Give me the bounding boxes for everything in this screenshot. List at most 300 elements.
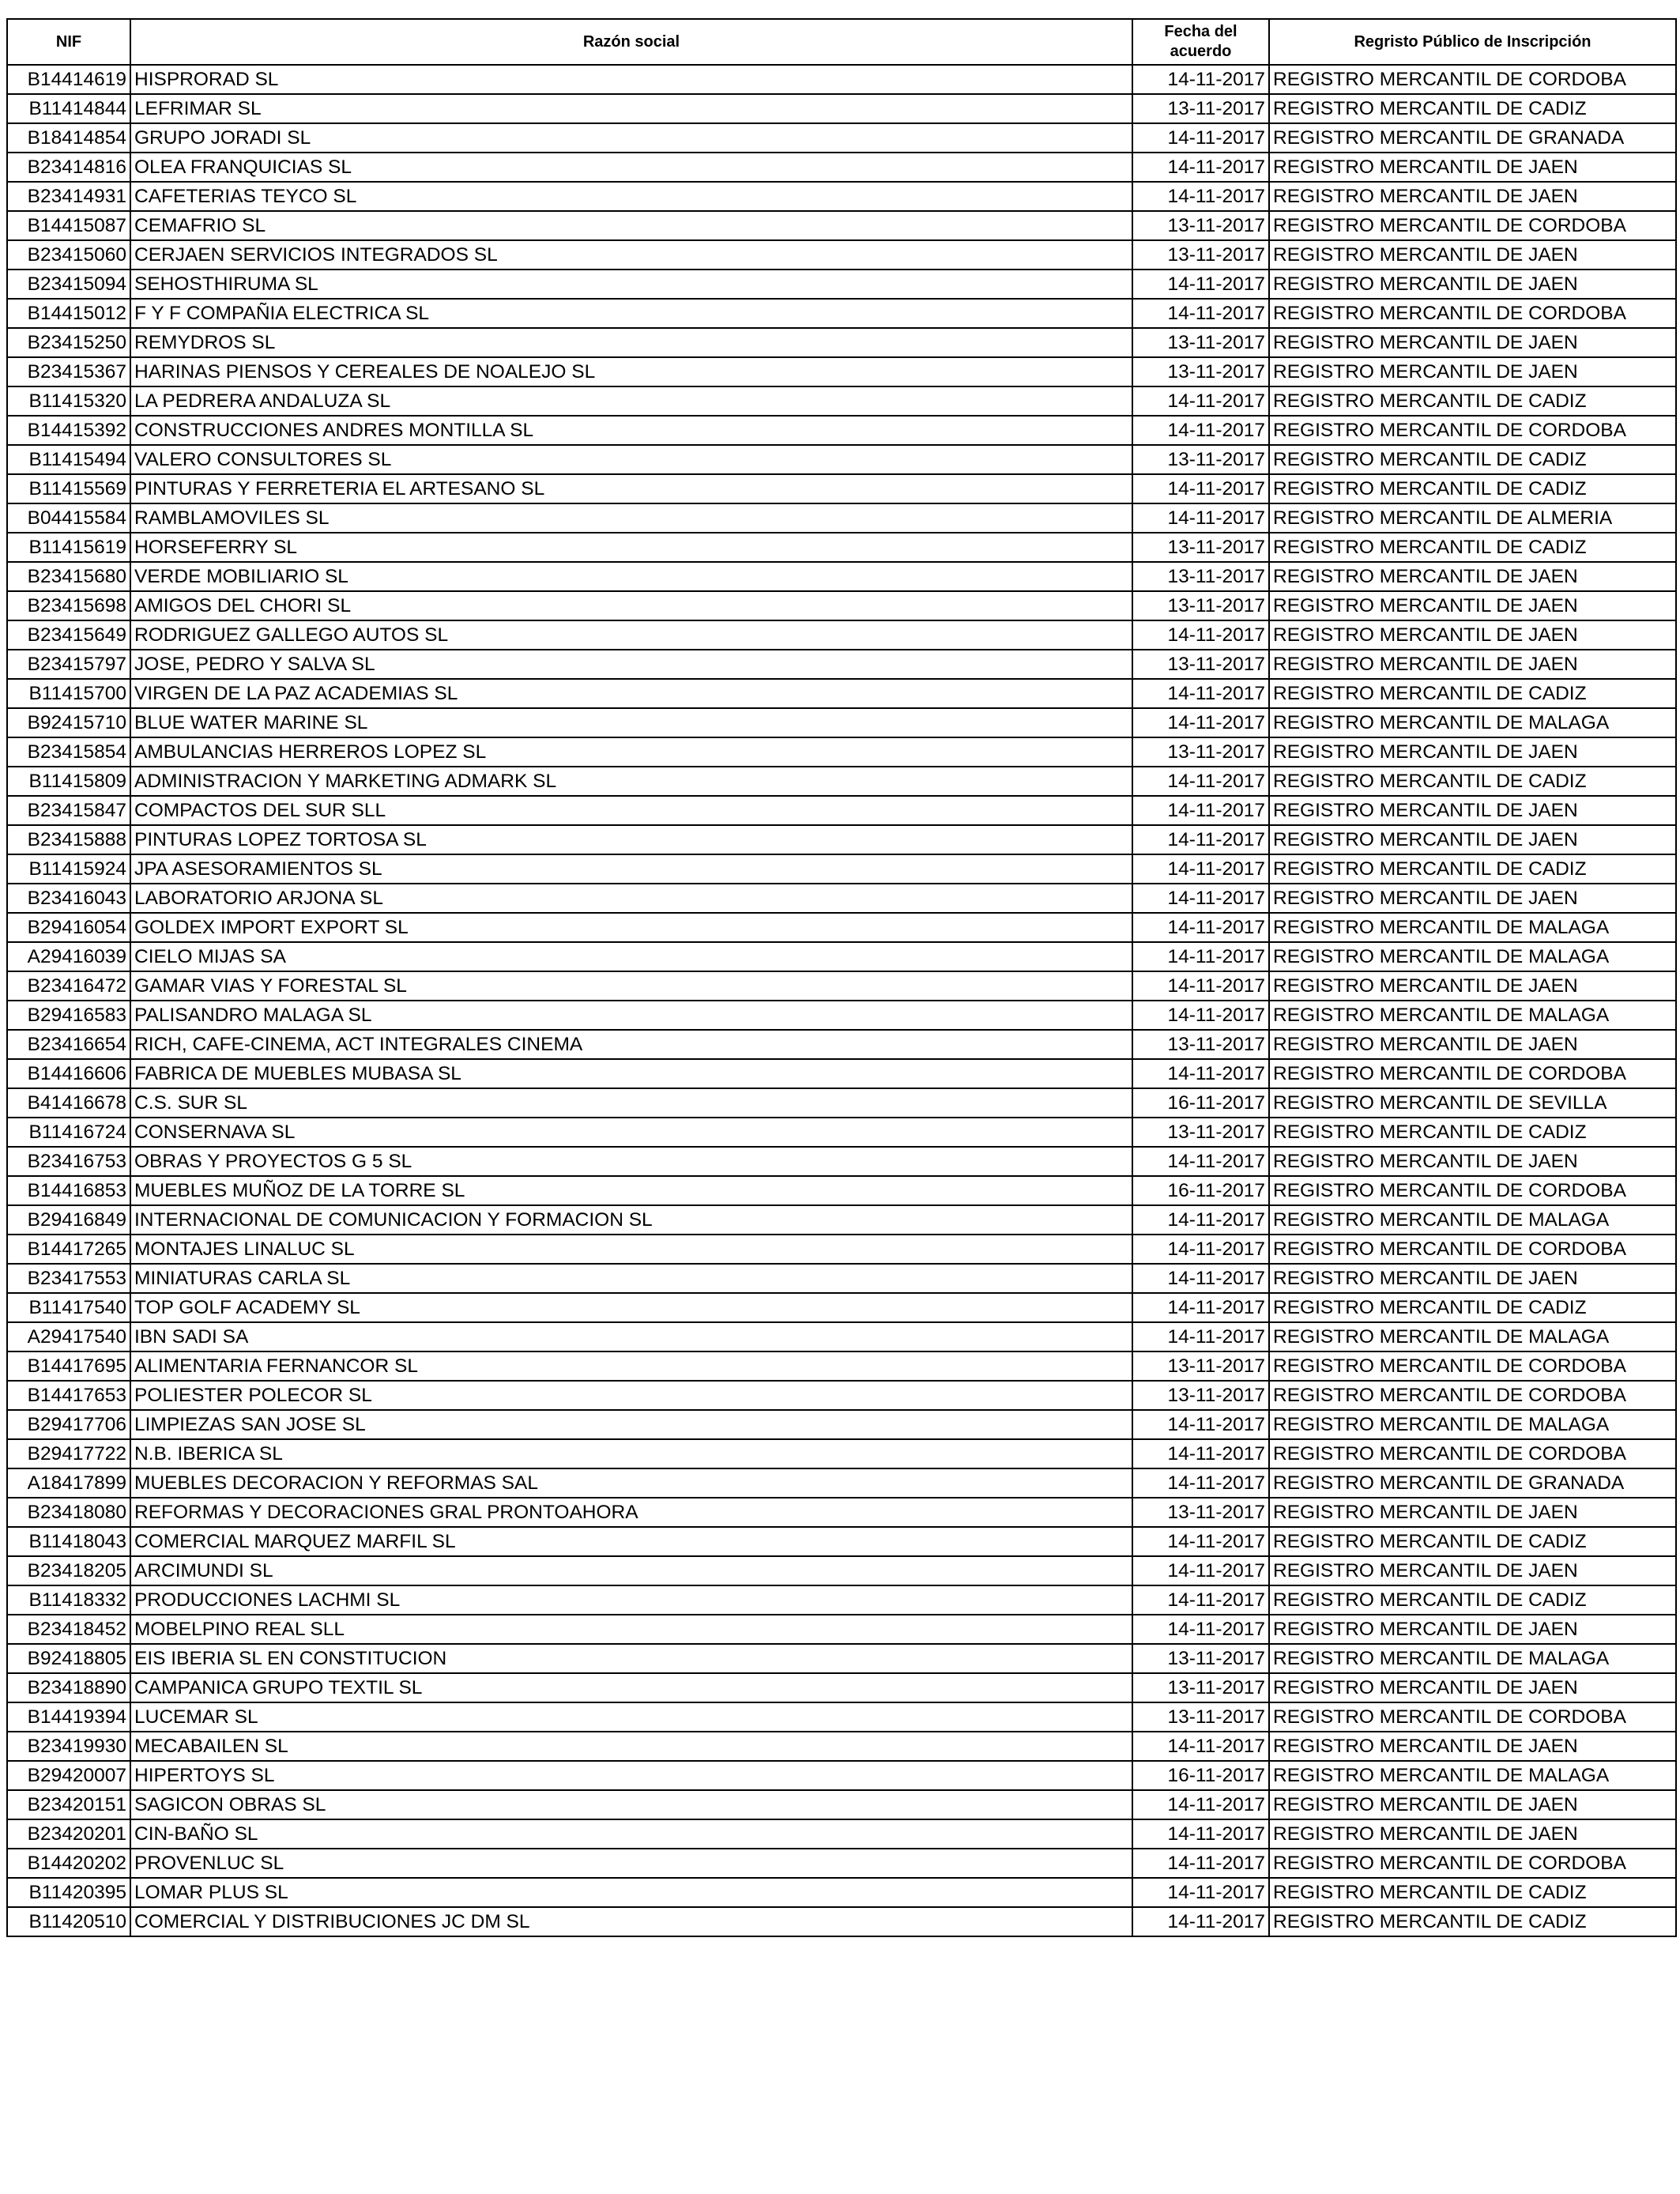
- table-row: [7, 94, 1676, 123]
- agreement-date-cell: 14-11-2017: [1132, 1147, 1269, 1176]
- agreement-date-cell: 13-11-2017: [1132, 591, 1269, 620]
- company-name-cell: HISPRORAD SL: [130, 65, 1132, 94]
- registry-cell: REGISTRO MERCANTIL DE JAEN: [1269, 1615, 1676, 1644]
- nif-cell: B14415087: [7, 211, 130, 240]
- company-name-cell: VALERO CONSULTORES SL: [130, 445, 1132, 474]
- agreement-date-cell: 14-11-2017: [1132, 942, 1269, 971]
- company-name-cell: COMERCIAL MARQUEZ MARFIL SL: [130, 1527, 1132, 1556]
- table-row: [7, 1001, 1676, 1030]
- company-name-cell: C.S. SUR SL: [130, 1088, 1132, 1118]
- nif-cell: B23415094: [7, 270, 130, 299]
- nif-cell: B23415854: [7, 737, 130, 767]
- agreement-date-cell: 14-11-2017: [1132, 971, 1269, 1001]
- nif-cell: B29417722: [7, 1439, 130, 1468]
- table-row: [7, 737, 1676, 767]
- registry-cell: REGISTRO MERCANTIL DE CADIZ: [1269, 767, 1676, 796]
- nif-cell: B11417540: [7, 1293, 130, 1322]
- nif-cell: B23418205: [7, 1556, 130, 1585]
- agreement-date-cell: 14-11-2017: [1132, 1205, 1269, 1235]
- table-header: [7, 19, 1676, 65]
- registry-cell: REGISTRO MERCANTIL DE JAEN: [1269, 1264, 1676, 1293]
- registry-cell: REGISTRO MERCANTIL DE CADIZ: [1269, 533, 1676, 562]
- nif-cell: B11415569: [7, 474, 130, 503]
- agreement-date-cell: 13-11-2017: [1132, 737, 1269, 767]
- company-name-cell: REFORMAS Y DECORACIONES GRAL PRONTOAHORA: [130, 1498, 1132, 1527]
- table-row: [7, 182, 1676, 211]
- table-row: [7, 1381, 1676, 1410]
- table-row: [7, 825, 1676, 854]
- agreement-date-cell: 14-11-2017: [1132, 416, 1269, 445]
- registry-cell: REGISTRO MERCANTIL DE JAEN: [1269, 182, 1676, 211]
- agreement-date-cell: 14-11-2017: [1132, 1468, 1269, 1498]
- nif-cell: B23416043: [7, 884, 130, 913]
- company-name-cell: REMYDROS SL: [130, 328, 1132, 357]
- nif-cell: B18414854: [7, 123, 130, 153]
- registry-cell: REGISTRO MERCANTIL DE CADIZ: [1269, 445, 1676, 474]
- table-row: [7, 1527, 1676, 1556]
- nif-cell: B23418890: [7, 1673, 130, 1702]
- agreement-date-cell: 14-11-2017: [1132, 1410, 1269, 1439]
- registry-cell: REGISTRO MERCANTIL DE CORDOBA: [1269, 1439, 1676, 1468]
- nif-cell: B14414619: [7, 65, 130, 94]
- table-row: [7, 211, 1676, 240]
- nif-cell: B23418080: [7, 1498, 130, 1527]
- registry-cell: REGISTRO MERCANTIL DE CADIZ: [1269, 1293, 1676, 1322]
- agreement-date-cell: 13-11-2017: [1132, 445, 1269, 474]
- agreement-date-cell: 14-11-2017: [1132, 386, 1269, 416]
- agreement-date-cell: 14-11-2017: [1132, 1322, 1269, 1351]
- table-row: [7, 503, 1676, 533]
- nif-cell: B23415649: [7, 620, 130, 650]
- agreement-date-cell: 14-11-2017: [1132, 679, 1269, 708]
- agreement-date-cell: 13-11-2017: [1132, 1351, 1269, 1381]
- nif-cell: B04415584: [7, 503, 130, 533]
- company-name-cell: LOMAR PLUS SL: [130, 1878, 1132, 1907]
- company-name-cell: LIMPIEZAS SAN JOSE SL: [130, 1410, 1132, 1439]
- table-row: [7, 971, 1676, 1001]
- agreement-date-cell: 13-11-2017: [1132, 1030, 1269, 1059]
- nif-cell: B11420510: [7, 1907, 130, 1936]
- company-name-cell: POLIESTER POLECOR SL: [130, 1381, 1132, 1410]
- nif-cell: B23414816: [7, 153, 130, 182]
- agreement-date-cell: 13-11-2017: [1132, 1118, 1269, 1147]
- registry-cell: REGISTRO MERCANTIL DE JAEN: [1269, 1147, 1676, 1176]
- table-row: [7, 270, 1676, 299]
- table-row: [7, 854, 1676, 884]
- agreement-date-cell: 14-11-2017: [1132, 1732, 1269, 1761]
- table-row: [7, 591, 1676, 620]
- nif-cell: B11418043: [7, 1527, 130, 1556]
- agreement-date-cell: 13-11-2017: [1132, 240, 1269, 270]
- company-name-cell: RODRIGUEZ GALLEGO AUTOS SL: [130, 620, 1132, 650]
- company-name-cell: ALIMENTARIA FERNANCOR SL: [130, 1351, 1132, 1381]
- agreement-date-cell: 14-11-2017: [1132, 474, 1269, 503]
- registry-cell: REGISTRO MERCANTIL DE CORDOBA: [1269, 1351, 1676, 1381]
- registry-cell: REGISTRO MERCANTIL DE JAEN: [1269, 240, 1676, 270]
- nif-cell: B14417695: [7, 1351, 130, 1381]
- agreement-date-cell: 14-11-2017: [1132, 1615, 1269, 1644]
- registry-cell: REGISTRO MERCANTIL DE CADIZ: [1269, 854, 1676, 884]
- nif-cell: B23420201: [7, 1819, 130, 1849]
- agreement-date-cell: 14-11-2017: [1132, 708, 1269, 737]
- agreement-date-cell: 16-11-2017: [1132, 1176, 1269, 1205]
- company-name-cell: MUEBLES DECORACION Y REFORMAS SAL: [130, 1468, 1132, 1498]
- company-name-cell: OBRAS Y PROYECTOS G 5 SL: [130, 1147, 1132, 1176]
- company-name-cell: CAFETERIAS TEYCO SL: [130, 182, 1132, 211]
- nif-cell: B11415494: [7, 445, 130, 474]
- registry-cell: REGISTRO MERCANTIL DE CORDOBA: [1269, 1176, 1676, 1205]
- registry-cell: REGISTRO MERCANTIL DE JAEN: [1269, 737, 1676, 767]
- company-name-cell: PRODUCCIONES LACHMI SL: [130, 1585, 1132, 1615]
- registry-cell: REGISTRO MERCANTIL DE JAEN: [1269, 153, 1676, 182]
- company-name-cell: CEMAFRIO SL: [130, 211, 1132, 240]
- company-name-cell: COMERCIAL Y DISTRIBUCIONES JC DM SL: [130, 1907, 1132, 1936]
- company-name-cell: GAMAR VIAS Y FORESTAL SL: [130, 971, 1132, 1001]
- registry-cell: REGISTRO MERCANTIL DE MALAGA: [1269, 942, 1676, 971]
- registry-cell: REGISTRO MERCANTIL DE CORDOBA: [1269, 416, 1676, 445]
- nif-cell: B23416472: [7, 971, 130, 1001]
- table-row: [7, 1205, 1676, 1235]
- registry-sheet: [6, 18, 1675, 1937]
- table-row: [7, 474, 1676, 503]
- company-name-cell: PROVENLUC SL: [130, 1849, 1132, 1878]
- company-name-cell: RICH, CAFE-CINEMA, ACT INTEGRALES CINEMA: [130, 1030, 1132, 1059]
- table-row: [7, 1059, 1676, 1088]
- table-row: [7, 884, 1676, 913]
- company-name-cell: CIELO MIJAS SA: [130, 942, 1132, 971]
- table-row: [7, 1410, 1676, 1439]
- company-name-cell: MINIATURAS CARLA SL: [130, 1264, 1132, 1293]
- table-row: [7, 445, 1676, 474]
- table-row: [7, 123, 1676, 153]
- registry-cell: REGISTRO MERCANTIL DE CADIZ: [1269, 1527, 1676, 1556]
- company-name-cell: SEHOSTHIRUMA SL: [130, 270, 1132, 299]
- agreement-date-cell: 14-11-2017: [1132, 620, 1269, 650]
- agreement-date-cell: 14-11-2017: [1132, 1878, 1269, 1907]
- company-name-cell: F Y F COMPAÑIA ELECTRICA SL: [130, 299, 1132, 328]
- company-name-cell: CONSERNAVA SL: [130, 1118, 1132, 1147]
- nif-cell: B14419394: [7, 1702, 130, 1732]
- nif-cell: A29417540: [7, 1322, 130, 1351]
- nif-cell: B11415809: [7, 767, 130, 796]
- nif-cell: A18417899: [7, 1468, 130, 1498]
- company-name-cell: AMIGOS DEL CHORI SL: [130, 591, 1132, 620]
- companies-table: [6, 18, 1677, 1937]
- nif-cell: B23414931: [7, 182, 130, 211]
- table-row: [7, 1615, 1676, 1644]
- table-row: [7, 942, 1676, 971]
- agreement-date-cell: 16-11-2017: [1132, 1088, 1269, 1118]
- agreement-date-cell: 14-11-2017: [1132, 1556, 1269, 1585]
- agreement-date-cell: 13-11-2017: [1132, 1644, 1269, 1673]
- agreement-date-cell: 14-11-2017: [1132, 299, 1269, 328]
- registry-cell: REGISTRO MERCANTIL DE JAEN: [1269, 1819, 1676, 1849]
- nif-cell: B14415392: [7, 416, 130, 445]
- agreement-date-cell: 13-11-2017: [1132, 1702, 1269, 1732]
- registry-cell: REGISTRO MERCANTIL DE SEVILLA: [1269, 1088, 1676, 1118]
- registry-cell: REGISTRO MERCANTIL DE GRANADA: [1269, 1468, 1676, 1498]
- registry-cell: REGISTRO MERCANTIL DE MALAGA: [1269, 708, 1676, 737]
- nif-cell: B23415698: [7, 591, 130, 620]
- company-name-cell: LUCEMAR SL: [130, 1702, 1132, 1732]
- agreement-date-cell: 16-11-2017: [1132, 1761, 1269, 1790]
- registry-cell: REGISTRO MERCANTIL DE CADIZ: [1269, 1878, 1676, 1907]
- table-row: [7, 650, 1676, 679]
- registry-cell: REGISTRO MERCANTIL DE CORDOBA: [1269, 299, 1676, 328]
- agreement-date-cell: 14-11-2017: [1132, 1001, 1269, 1030]
- registry-cell: REGISTRO MERCANTIL DE JAEN: [1269, 971, 1676, 1001]
- agreement-date-cell: 13-11-2017: [1132, 211, 1269, 240]
- company-name-cell: HORSEFERRY SL: [130, 533, 1132, 562]
- table-row: [7, 65, 1676, 94]
- registry-cell: REGISTRO MERCANTIL DE JAEN: [1269, 562, 1676, 591]
- registry-cell: REGISTRO MERCANTIL DE JAEN: [1269, 1498, 1676, 1527]
- table-row: [7, 153, 1676, 182]
- company-name-cell: BLUE WATER MARINE SL: [130, 708, 1132, 737]
- nif-cell: B23416753: [7, 1147, 130, 1176]
- nif-cell: B23415250: [7, 328, 130, 357]
- nif-cell: B23415797: [7, 650, 130, 679]
- table-row: [7, 1147, 1676, 1176]
- table-row: [7, 913, 1676, 942]
- table-row: [7, 1907, 1676, 1936]
- registry-cell: REGISTRO MERCANTIL DE JAEN: [1269, 825, 1676, 854]
- registry-cell: REGISTRO MERCANTIL DE JAEN: [1269, 1790, 1676, 1819]
- company-name-cell: CERJAEN SERVICIOS INTEGRADOS SL: [130, 240, 1132, 270]
- company-name-cell: MOBELPINO REAL SLL: [130, 1615, 1132, 1644]
- table-row: [7, 1439, 1676, 1468]
- table-row: [7, 240, 1676, 270]
- company-name-cell: CONSTRUCCIONES ANDRES MONTILLA SL: [130, 416, 1132, 445]
- registry-cell: REGISTRO MERCANTIL DE CADIZ: [1269, 474, 1676, 503]
- company-name-cell: JOSE, PEDRO Y SALVA SL: [130, 650, 1132, 679]
- agreement-date-cell: 14-11-2017: [1132, 123, 1269, 153]
- agreement-date-cell: 14-11-2017: [1132, 1235, 1269, 1264]
- nif-cell: B14417265: [7, 1235, 130, 1264]
- header-razon-social: Razón social: [130, 19, 1132, 65]
- agreement-date-cell: 14-11-2017: [1132, 1293, 1269, 1322]
- agreement-date-cell: 14-11-2017: [1132, 767, 1269, 796]
- company-name-cell: RAMBLAMOVILES SL: [130, 503, 1132, 533]
- nif-cell: B23415888: [7, 825, 130, 854]
- registry-cell: REGISTRO MERCANTIL DE JAEN: [1269, 620, 1676, 650]
- nif-cell: B11420395: [7, 1878, 130, 1907]
- registry-cell: REGISTRO MERCANTIL DE MALAGA: [1269, 913, 1676, 942]
- table-row: [7, 386, 1676, 416]
- nif-cell: B23418452: [7, 1615, 130, 1644]
- agreement-date-cell: 14-11-2017: [1132, 884, 1269, 913]
- table-row: [7, 1849, 1676, 1878]
- agreement-date-cell: 14-11-2017: [1132, 1059, 1269, 1088]
- company-name-cell: MUEBLES MUÑOZ DE LA TORRE SL: [130, 1176, 1132, 1205]
- company-name-cell: COMPACTOS DEL SUR SLL: [130, 796, 1132, 825]
- company-name-cell: GRUPO JORADI SL: [130, 123, 1132, 153]
- table-row: [7, 1585, 1676, 1615]
- agreement-date-cell: 14-11-2017: [1132, 913, 1269, 942]
- registry-cell: REGISTRO MERCANTIL DE MALAGA: [1269, 1205, 1676, 1235]
- nif-cell: B29416583: [7, 1001, 130, 1030]
- agreement-date-cell: 14-11-2017: [1132, 270, 1269, 299]
- registry-cell: REGISTRO MERCANTIL DE CORDOBA: [1269, 1059, 1676, 1088]
- table-row: [7, 562, 1676, 591]
- registry-cell: REGISTRO MERCANTIL DE CORDOBA: [1269, 1702, 1676, 1732]
- table-row: [7, 1351, 1676, 1381]
- table-row: [7, 1761, 1676, 1790]
- company-name-cell: VERDE MOBILIARIO SL: [130, 562, 1132, 591]
- registry-cell: REGISTRO MERCANTIL DE JAEN: [1269, 1732, 1676, 1761]
- agreement-date-cell: 14-11-2017: [1132, 65, 1269, 94]
- agreement-date-cell: 14-11-2017: [1132, 825, 1269, 854]
- company-name-cell: ARCIMUNDI SL: [130, 1556, 1132, 1585]
- table-row: [7, 1322, 1676, 1351]
- company-name-cell: TOP GOLF ACADEMY SL: [130, 1293, 1132, 1322]
- registry-cell: REGISTRO MERCANTIL DE CORDOBA: [1269, 1381, 1676, 1410]
- agreement-date-cell: 13-11-2017: [1132, 533, 1269, 562]
- table-row: [7, 796, 1676, 825]
- nif-cell: B11414844: [7, 94, 130, 123]
- company-name-cell: N.B. IBERICA SL: [130, 1439, 1132, 1468]
- table-row: [7, 1819, 1676, 1849]
- agreement-date-cell: 14-11-2017: [1132, 1264, 1269, 1293]
- company-name-cell: GOLDEX IMPORT EXPORT SL: [130, 913, 1132, 942]
- company-name-cell: ADMINISTRACION Y MARKETING ADMARK SL: [130, 767, 1132, 796]
- company-name-cell: CAMPANICA GRUPO TEXTIL SL: [130, 1673, 1132, 1702]
- nif-cell: B92418805: [7, 1644, 130, 1673]
- table-row: [7, 1468, 1676, 1498]
- registry-cell: REGISTRO MERCANTIL DE MALAGA: [1269, 1322, 1676, 1351]
- nif-cell: B14416853: [7, 1176, 130, 1205]
- agreement-date-cell: 14-11-2017: [1132, 1585, 1269, 1615]
- nif-cell: B23415367: [7, 357, 130, 386]
- agreement-date-cell: 14-11-2017: [1132, 1527, 1269, 1556]
- agreement-date-cell: 14-11-2017: [1132, 182, 1269, 211]
- table-row: [7, 1088, 1676, 1118]
- nif-cell: B29420007: [7, 1761, 130, 1790]
- company-name-cell: EIS IBERIA SL EN CONSTITUCION: [130, 1644, 1132, 1673]
- table-row: [7, 1176, 1676, 1205]
- registry-cell: REGISTRO MERCANTIL DE MALAGA: [1269, 1001, 1676, 1030]
- registry-cell: REGISTRO MERCANTIL DE CADIZ: [1269, 1585, 1676, 1615]
- nif-cell: B29416054: [7, 913, 130, 942]
- nif-cell: B14417653: [7, 1381, 130, 1410]
- registry-cell: REGISTRO MERCANTIL DE ALMERIA: [1269, 503, 1676, 533]
- registry-cell: REGISTRO MERCANTIL DE JAEN: [1269, 1030, 1676, 1059]
- agreement-date-cell: 14-11-2017: [1132, 153, 1269, 182]
- registry-cell: REGISTRO MERCANTIL DE MALAGA: [1269, 1410, 1676, 1439]
- nif-cell: B11415619: [7, 533, 130, 562]
- company-name-cell: PALISANDRO MALAGA SL: [130, 1001, 1132, 1030]
- agreement-date-cell: 13-11-2017: [1132, 1498, 1269, 1527]
- registry-cell: REGISTRO MERCANTIL DE GRANADA: [1269, 123, 1676, 153]
- agreement-date-cell: 13-11-2017: [1132, 562, 1269, 591]
- company-name-cell: OLEA FRANQUICIAS SL: [130, 153, 1132, 182]
- company-name-cell: AMBULANCIAS HERREROS LOPEZ SL: [130, 737, 1132, 767]
- registry-cell: REGISTRO MERCANTIL DE JAEN: [1269, 1556, 1676, 1585]
- table-row: [7, 299, 1676, 328]
- table-row: [7, 1264, 1676, 1293]
- table-row: [7, 328, 1676, 357]
- table-row: [7, 1030, 1676, 1059]
- registry-cell: REGISTRO MERCANTIL DE JAEN: [1269, 270, 1676, 299]
- table-row: [7, 1878, 1676, 1907]
- nif-cell: B14416606: [7, 1059, 130, 1088]
- table-row: [7, 1644, 1676, 1673]
- table-row: [7, 533, 1676, 562]
- header-registro: Regristo Público de Inscripción: [1269, 19, 1676, 65]
- table-row: [7, 1118, 1676, 1147]
- agreement-date-cell: 13-11-2017: [1132, 1381, 1269, 1410]
- table-row: [7, 1732, 1676, 1761]
- table-row: [7, 620, 1676, 650]
- nif-cell: B23417553: [7, 1264, 130, 1293]
- company-name-cell: SAGICON OBRAS SL: [130, 1790, 1132, 1819]
- table-row: [7, 767, 1676, 796]
- registry-cell: REGISTRO MERCANTIL DE CORDOBA: [1269, 65, 1676, 94]
- registry-cell: REGISTRO MERCANTIL DE CADIZ: [1269, 94, 1676, 123]
- company-name-cell: LEFRIMAR SL: [130, 94, 1132, 123]
- registry-cell: REGISTRO MERCANTIL DE JAEN: [1269, 884, 1676, 913]
- registry-cell: REGISTRO MERCANTIL DE MALAGA: [1269, 1761, 1676, 1790]
- company-name-cell: LABORATORIO ARJONA SL: [130, 884, 1132, 913]
- registry-cell: REGISTRO MERCANTIL DE CADIZ: [1269, 1118, 1676, 1147]
- table-body: [7, 65, 1676, 1936]
- nif-cell: B11415924: [7, 854, 130, 884]
- company-name-cell: MECABAILEN SL: [130, 1732, 1132, 1761]
- registry-cell: REGISTRO MERCANTIL DE JAEN: [1269, 1673, 1676, 1702]
- company-name-cell: PINTURAS Y FERRETERIA EL ARTESANO SL: [130, 474, 1132, 503]
- registry-cell: REGISTRO MERCANTIL DE CORDOBA: [1269, 1849, 1676, 1878]
- table-row: [7, 1702, 1676, 1732]
- agreement-date-cell: 14-11-2017: [1132, 1849, 1269, 1878]
- nif-cell: B23415060: [7, 240, 130, 270]
- table-row: [7, 679, 1676, 708]
- nif-cell: B23416654: [7, 1030, 130, 1059]
- nif-cell: A29416039: [7, 942, 130, 971]
- nif-cell: B14415012: [7, 299, 130, 328]
- table-row: [7, 1293, 1676, 1322]
- registry-cell: REGISTRO MERCANTIL DE JAEN: [1269, 357, 1676, 386]
- registry-cell: REGISTRO MERCANTIL DE CORDOBA: [1269, 211, 1676, 240]
- header-fecha-acuerdo: Fecha del acuerdo: [1132, 19, 1269, 65]
- registry-cell: REGISTRO MERCANTIL DE CORDOBA: [1269, 1235, 1676, 1264]
- agreement-date-cell: 13-11-2017: [1132, 1673, 1269, 1702]
- company-name-cell: LA PEDRERA ANDALUZA SL: [130, 386, 1132, 416]
- agreement-date-cell: 14-11-2017: [1132, 854, 1269, 884]
- registry-cell: REGISTRO MERCANTIL DE JAEN: [1269, 796, 1676, 825]
- nif-cell: B11415700: [7, 679, 130, 708]
- header-nif: NIF: [7, 19, 130, 65]
- registry-cell: REGISTRO MERCANTIL DE MALAGA: [1269, 1644, 1676, 1673]
- nif-cell: B23419930: [7, 1732, 130, 1761]
- agreement-date-cell: 13-11-2017: [1132, 328, 1269, 357]
- agreement-date-cell: 13-11-2017: [1132, 94, 1269, 123]
- nif-cell: B23415680: [7, 562, 130, 591]
- company-name-cell: PINTURAS LOPEZ TORTOSA SL: [130, 825, 1132, 854]
- company-name-cell: MONTAJES LINALUC SL: [130, 1235, 1132, 1264]
- table-row: [7, 1235, 1676, 1264]
- registry-cell: REGISTRO MERCANTIL DE JAEN: [1269, 328, 1676, 357]
- company-name-cell: INTERNACIONAL DE COMUNICACION Y FORMACION SL: [130, 1205, 1132, 1235]
- agreement-date-cell: 14-11-2017: [1132, 503, 1269, 533]
- company-name-cell: FABRICA DE MUEBLES MUBASA SL: [130, 1059, 1132, 1088]
- company-name-cell: IBN SADI SA: [130, 1322, 1132, 1351]
- nif-cell: B29416849: [7, 1205, 130, 1235]
- company-name-cell: CIN-BAÑO SL: [130, 1819, 1132, 1849]
- agreement-date-cell: 14-11-2017: [1132, 1907, 1269, 1936]
- table-row: [7, 1673, 1676, 1702]
- nif-cell: B41416678: [7, 1088, 130, 1118]
- agreement-date-cell: 14-11-2017: [1132, 1819, 1269, 1849]
